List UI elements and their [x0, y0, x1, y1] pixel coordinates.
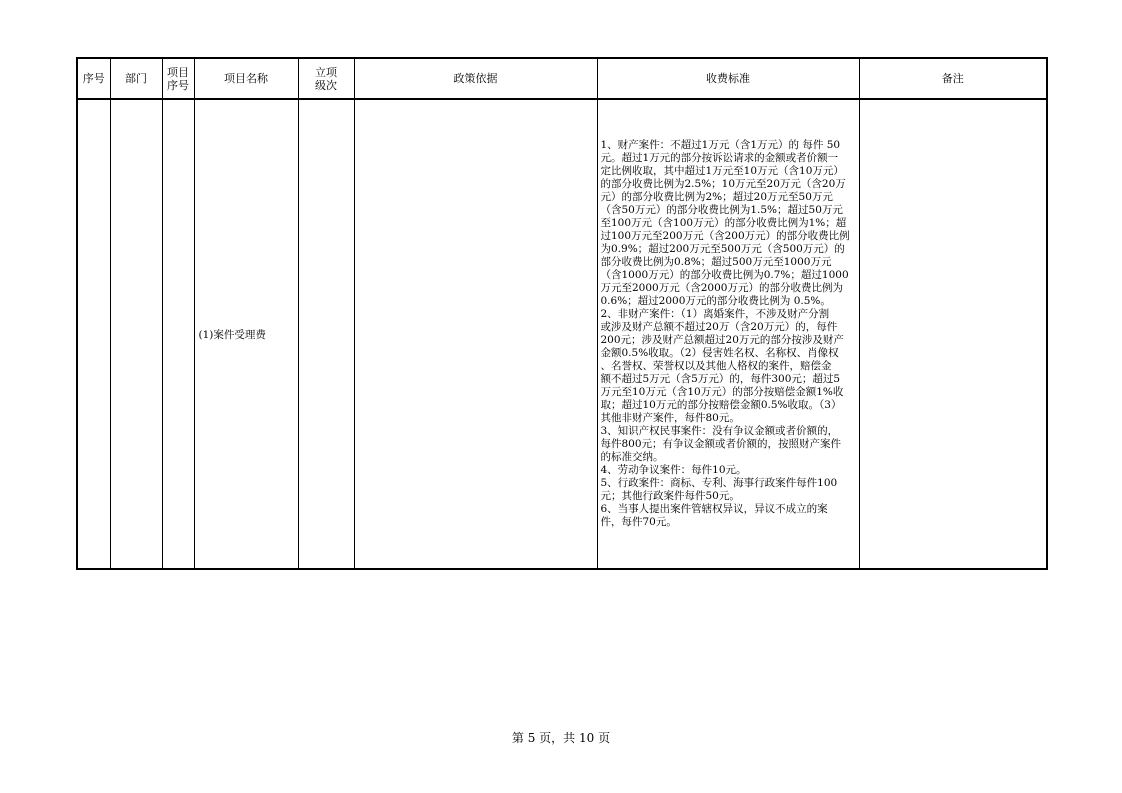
header-item-seq-line1: 项目 [167, 65, 189, 79]
fee-standard-line: 5、行政案件：商标、专利、海事行政案件每件100 [600, 477, 838, 489]
fee-standard-line: 3、知识产权民事案件：没有争议金额或者价额的， [600, 425, 839, 437]
cell-policy-basis [354, 99, 597, 569]
page-footer: 第 5 页，共 10 页 [511, 731, 611, 745]
header-level [298, 58, 354, 99]
fee-standard-line: 额不超过5万元（含5万元）的，每件300元；超过5 [600, 373, 841, 385]
cell-item-seq [162, 99, 194, 569]
fee-standard-line: 取；超过10万元的部分按赔偿金额0.5%收取。（3） [600, 399, 842, 411]
fee-standard-line: 元。超过1万元的部分按诉讼请求的金额或者价额一 [600, 152, 839, 164]
header-fee-standard: 收费标准 [597, 58, 859, 99]
fee-standard-line: 、名誉权、荣誉权以及其他人格权的案件，赔偿金 [600, 360, 832, 372]
fee-standard-line: 元）的部分收费比例为2%；超过20万元至50万元 [600, 191, 833, 203]
header-level-line2: 级次 [315, 78, 337, 92]
cell-remarks [859, 99, 1047, 569]
header-item-seq-line2: 序号 [167, 78, 189, 92]
fee-standard-line: 200元；涉及财产总额超过20万元的部分按涉及财产 [600, 334, 844, 346]
header-item-name: 项目名称 [194, 58, 298, 99]
fee-standard-line: 定比例收取，其中超过1万元至10万元（含10万元） [600, 165, 844, 177]
fee-standard-line: 每件800元；有争议金额或者价额的，按照财产案件 [600, 438, 842, 450]
header-item-seq [162, 58, 194, 99]
fee-standard-text [601, 139, 856, 529]
fee-standard-line: 元；其他行政案件每件50元。 [600, 490, 740, 502]
fee-standard-line: 至100万元（含100万元）的部分收费比例为1%；超 [600, 217, 847, 229]
fee-standard-line: 万元至10万元（含10万元）的部分按赔偿金额1%收 [600, 386, 844, 398]
fee-standard-line: 万元至2000万元（含2000万元）的部分收费比例为 [600, 282, 843, 294]
header-level-line1: 立项 [315, 65, 337, 79]
header-seq: 序号 [77, 58, 110, 99]
header-policy-basis: 政策依据 [354, 58, 597, 99]
fee-standard-line: 其他非财产案件，每件80元。 [600, 412, 740, 424]
cell-item-name: (1)案件受理费 [194, 99, 298, 569]
header-row [77, 58, 1047, 99]
header-remarks: 备注 [859, 58, 1047, 99]
fee-standard-line: 4、劳动争议案件：每件10元。 [600, 464, 747, 476]
fee-standard-line: 1、财产案件：不超过1万元（含1万元）的 每件 50 [600, 139, 841, 151]
fee-standard-line: 的部分收费比例为2.5%；10万元至20万元（含20万 [600, 178, 846, 190]
fee-standard-line: 部分收费比例为0.8%；超过500万元至1000万元 [600, 256, 832, 268]
fee-table [76, 57, 1048, 570]
cell-fee-standard [597, 99, 859, 569]
fee-standard-line: （含50万元）的部分收费比例为1.5%；超过50万元 [600, 204, 843, 216]
fee-standard-line: 或涉及财产总额不超过20万（含20万元）的，每件 [600, 321, 838, 333]
fee-standard-line: 过100万元至200万元（含200万元）的部分收费比例 [600, 230, 850, 242]
table-row [77, 99, 1047, 569]
fee-standard-line: 金额0.5%收取。（2）侵害姓名权、名称权、肖像权 [600, 347, 839, 359]
fee-standard-line: 为0.9%；超过200万元至500万元（含500万元）的 [600, 243, 845, 255]
cell-seq [77, 99, 110, 569]
fee-standard-line: 件，每件70元。 [600, 516, 677, 528]
fee-standard-line: 的标准交纳。 [600, 451, 664, 463]
cell-level [298, 99, 354, 569]
cell-department [110, 99, 162, 569]
fee-standard-line: （含1000万元）的部分收费比例为0.7%；超过1000 [600, 269, 849, 281]
header-department: 部门 [110, 58, 162, 99]
fee-standard-line: 6、当事人提出案件管辖权异议，异议不成立的案 [600, 503, 828, 515]
fee-standard-line: 0.6%；超过2000万元的部分收费比例为 0.5%。 [600, 295, 831, 307]
fee-standard-line: 2、非财产案件：（1）离婚案件，不涉及财产分割 [600, 308, 830, 320]
